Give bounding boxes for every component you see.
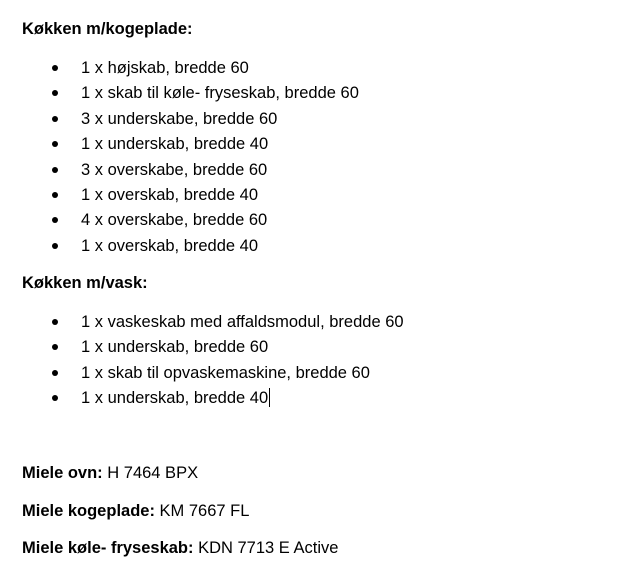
bullet-icon (52, 141, 58, 147)
appliance-cooktop: Miele kogeplade: KM 7667 FL (22, 502, 250, 520)
heading-sink-kitchen: Køkken m/vask: (22, 274, 148, 292)
bullet-icon (52, 116, 58, 122)
bullet-icon (52, 65, 58, 71)
bullet-icon (52, 167, 58, 173)
bullet-icon (52, 90, 58, 96)
bullet-icon (52, 344, 58, 350)
appliance-fridge-freezer: Miele køle- fryseskab: KDN 7713 E Active (22, 539, 339, 557)
appliance-oven: Miele ovn: H 7464 BPX (22, 464, 199, 482)
document-body[interactable]: Køkken m/kogeplade: 1 x højskab, bredde 60 1 x skab til køle- fryseskab, bredde 60 3 x underskabe, bredde 60 1 x underskab, bredde 40 3 x overskabe, bredde 60 1 x overskab, bredde 40 4 x overskabe, bredde 60 1 x overskab, bredde 40 Køkken m/vask: 1 x vaskeskab med affaldsmodul, bredde 60 1 x underskab, bredde 60 1 x skab til opvaskemaskine, bredde 60 1 x underskab, bredde 40 Miele ovn: H 7464 BPX Miele kogeplade: KM 7667 FL Miele køle- fryseskab: KDN 7713 E Active (22, 20, 404, 557)
bullet-icon (52, 192, 58, 198)
bullet-icon (52, 243, 58, 249)
heading-cooktop-kitchen: Køkken m/kogeplade: (22, 20, 193, 38)
bullet-icon (52, 370, 58, 376)
bullet-icon (52, 217, 58, 223)
bullet-icon (52, 319, 58, 325)
bullet-icon (52, 395, 58, 401)
text-cursor-caret (269, 388, 270, 407)
